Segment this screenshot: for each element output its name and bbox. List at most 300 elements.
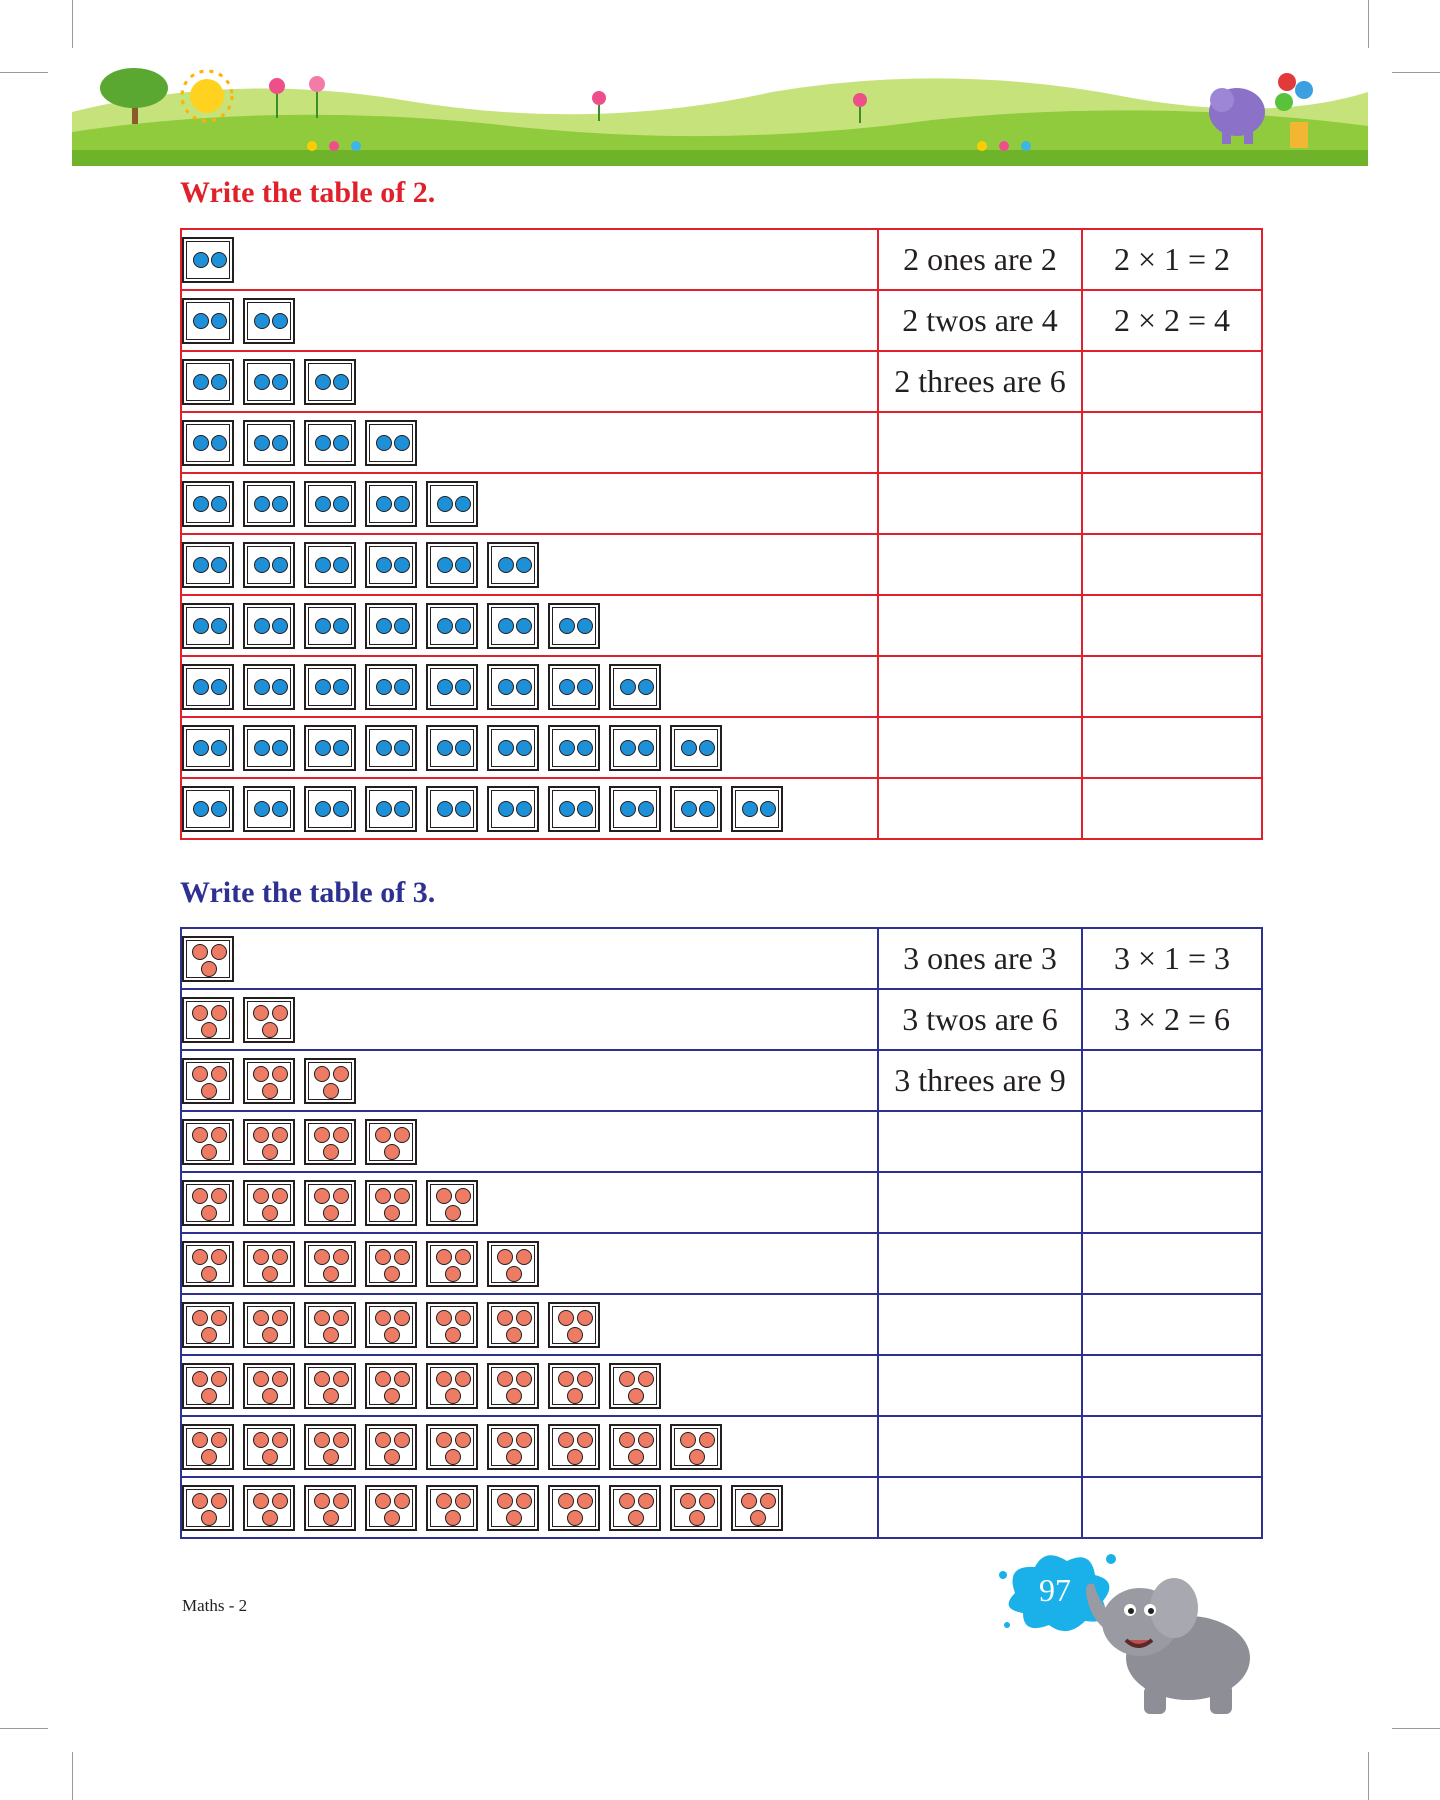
three-dot-group xyxy=(304,1485,356,1531)
dot xyxy=(498,740,514,756)
dot xyxy=(192,1371,208,1387)
table-row xyxy=(181,989,1262,1050)
dot xyxy=(323,1266,339,1282)
dot xyxy=(619,1371,635,1387)
dot xyxy=(455,1371,471,1387)
two-dot-group xyxy=(304,542,356,588)
three-dot-group xyxy=(243,1180,295,1226)
dot xyxy=(211,679,227,695)
dot xyxy=(211,252,227,268)
dot xyxy=(211,1066,227,1082)
dot xyxy=(384,1510,400,1526)
three-dot-group xyxy=(426,1485,478,1531)
dot-groups-cell xyxy=(181,351,878,412)
dot xyxy=(516,1310,532,1326)
three-dot-group xyxy=(182,1302,234,1348)
dot xyxy=(201,1022,217,1038)
dot xyxy=(333,557,349,573)
dot xyxy=(394,1371,410,1387)
dot xyxy=(577,1310,593,1326)
words-cell: 3 twos are 6 xyxy=(878,989,1082,1050)
dot xyxy=(445,1449,461,1465)
dot xyxy=(455,740,471,756)
dot xyxy=(211,944,227,960)
three-dot-group xyxy=(304,1363,356,1409)
dot xyxy=(211,1005,227,1021)
three-dot-group xyxy=(365,1424,417,1470)
page-number: 97 xyxy=(1039,1572,1071,1608)
three-dot-group xyxy=(182,1485,234,1531)
three-dot-group xyxy=(243,1302,295,1348)
dot xyxy=(201,1205,217,1221)
dot xyxy=(314,1432,330,1448)
dot xyxy=(445,1510,461,1526)
crop-mark xyxy=(72,0,73,48)
three-dot-group xyxy=(304,1302,356,1348)
dot xyxy=(455,801,471,817)
dot xyxy=(516,801,532,817)
dot xyxy=(619,1432,635,1448)
equation-cell: 3 × 2 = 6 xyxy=(1082,989,1262,1050)
two-dot-group xyxy=(182,603,234,649)
dot xyxy=(394,1432,410,1448)
dot xyxy=(211,435,227,451)
dot xyxy=(262,1327,278,1343)
dot xyxy=(272,1371,288,1387)
three-dot-group xyxy=(487,1485,539,1531)
dot xyxy=(193,252,209,268)
dot xyxy=(201,961,217,977)
three-dot-group xyxy=(487,1302,539,1348)
three-dot-group xyxy=(365,1302,417,1348)
dot xyxy=(272,740,288,756)
equation-cell xyxy=(1082,778,1262,839)
dot xyxy=(323,1083,339,1099)
two-dot-group xyxy=(182,664,234,710)
dot xyxy=(567,1449,583,1465)
dot-groups-cell xyxy=(181,290,878,351)
two-dot-group xyxy=(426,542,478,588)
dot xyxy=(559,618,575,634)
dot xyxy=(262,1144,278,1160)
dot-groups-cell xyxy=(181,1111,878,1172)
dot xyxy=(211,801,227,817)
three-dot-group xyxy=(243,1058,295,1104)
table-row xyxy=(181,473,1262,534)
dot xyxy=(272,1432,288,1448)
dot xyxy=(254,679,270,695)
dot xyxy=(497,1249,513,1265)
dot xyxy=(558,1493,574,1509)
words-cell xyxy=(878,1294,1082,1355)
dot xyxy=(375,1310,391,1326)
two-dot-group xyxy=(548,725,600,771)
dot xyxy=(455,1432,471,1448)
three-dot-group xyxy=(365,1485,417,1531)
dot xyxy=(506,1327,522,1343)
dot xyxy=(384,1205,400,1221)
dot xyxy=(577,801,593,817)
three-dot-group xyxy=(426,1424,478,1470)
dot xyxy=(192,1310,208,1326)
dot xyxy=(375,1249,391,1265)
two-dot-group xyxy=(304,786,356,832)
three-dot-group xyxy=(243,997,295,1043)
dot xyxy=(577,1493,593,1509)
three-dot-group xyxy=(182,1058,234,1104)
dot xyxy=(497,1371,513,1387)
dot-groups-cell xyxy=(181,1233,878,1294)
table-row xyxy=(181,717,1262,778)
two-dot-group xyxy=(182,786,234,832)
three-dot-group xyxy=(609,1363,661,1409)
dot xyxy=(314,1066,330,1082)
dot xyxy=(384,1266,400,1282)
three-dot-group xyxy=(487,1363,539,1409)
dot xyxy=(333,618,349,634)
dot xyxy=(272,435,288,451)
equation-cell xyxy=(1082,1111,1262,1172)
dot xyxy=(314,1371,330,1387)
dot xyxy=(638,1432,654,1448)
dot-groups-cell xyxy=(181,656,878,717)
dot xyxy=(437,557,453,573)
dot xyxy=(253,1249,269,1265)
equation-cell xyxy=(1082,1477,1262,1538)
three-dot-group xyxy=(426,1363,478,1409)
dot xyxy=(436,1310,452,1326)
equation-cell: 2 × 2 = 4 xyxy=(1082,290,1262,351)
dot xyxy=(193,435,209,451)
dot-groups-cell xyxy=(181,534,878,595)
three-dot-group xyxy=(670,1424,722,1470)
dot xyxy=(211,557,227,573)
dot xyxy=(498,679,514,695)
equation-cell xyxy=(1082,1355,1262,1416)
dot xyxy=(577,740,593,756)
dot xyxy=(455,1493,471,1509)
dot xyxy=(315,435,331,451)
two-dot-group xyxy=(182,542,234,588)
table-row xyxy=(181,229,1262,290)
dot xyxy=(384,1449,400,1465)
dot xyxy=(619,1493,635,1509)
two-dot-group xyxy=(243,359,295,405)
dot xyxy=(620,801,636,817)
crop-mark xyxy=(1368,0,1369,48)
table-row xyxy=(181,290,1262,351)
words-cell xyxy=(878,412,1082,473)
dot xyxy=(455,1188,471,1204)
table-row xyxy=(181,595,1262,656)
equation-cell: 2 × 1 = 2 xyxy=(1082,229,1262,290)
two-dot-group xyxy=(670,725,722,771)
equation-cell xyxy=(1082,595,1262,656)
two-dot-group xyxy=(365,542,417,588)
words-cell xyxy=(878,1355,1082,1416)
dot xyxy=(742,801,758,817)
dot xyxy=(394,1493,410,1509)
dot-groups-cell xyxy=(181,989,878,1050)
two-dot-group xyxy=(365,725,417,771)
dot xyxy=(192,1249,208,1265)
equation-cell xyxy=(1082,1416,1262,1477)
dot xyxy=(262,1205,278,1221)
dot xyxy=(211,618,227,634)
dot xyxy=(201,1388,217,1404)
dot xyxy=(436,1188,452,1204)
dot xyxy=(272,618,288,634)
dot xyxy=(394,435,410,451)
dot xyxy=(315,801,331,817)
dot xyxy=(558,1371,574,1387)
dot xyxy=(333,1310,349,1326)
dot xyxy=(272,374,288,390)
dot xyxy=(567,1510,583,1526)
three-dot-group xyxy=(243,1119,295,1165)
dot xyxy=(436,1432,452,1448)
table-row xyxy=(181,1111,1262,1172)
dot xyxy=(394,1310,410,1326)
dot xyxy=(638,801,654,817)
dot xyxy=(437,679,453,695)
dot xyxy=(455,679,471,695)
dot xyxy=(272,1493,288,1509)
dot xyxy=(333,679,349,695)
two-dot-group xyxy=(548,603,600,649)
dot xyxy=(262,1449,278,1465)
dot xyxy=(455,496,471,512)
three-dot-group xyxy=(426,1241,478,1287)
dot xyxy=(384,1327,400,1343)
dot xyxy=(680,1493,696,1509)
dot xyxy=(394,679,410,695)
three-dot-group xyxy=(243,1363,295,1409)
two-dot-group xyxy=(182,359,234,405)
dot xyxy=(323,1144,339,1160)
dot xyxy=(376,435,392,451)
dot xyxy=(559,801,575,817)
dot xyxy=(254,557,270,573)
dot xyxy=(394,1188,410,1204)
dot xyxy=(193,374,209,390)
two-dot-group xyxy=(243,298,295,344)
equation-cell xyxy=(1082,1050,1262,1111)
dot xyxy=(192,1493,208,1509)
dot xyxy=(455,557,471,573)
dot xyxy=(211,313,227,329)
three-dot-group xyxy=(365,1119,417,1165)
elephant-icon xyxy=(1078,1560,1268,1720)
three-dot-group xyxy=(243,1485,295,1531)
three-dot-group xyxy=(182,1119,234,1165)
dot-groups-cell xyxy=(181,595,878,656)
two-dot-group xyxy=(182,298,234,344)
words-cell: 3 threes are 9 xyxy=(878,1050,1082,1111)
dot xyxy=(253,1127,269,1143)
dot-groups-cell xyxy=(181,412,878,473)
dot xyxy=(254,496,270,512)
dot xyxy=(314,1127,330,1143)
two-dot-group xyxy=(182,725,234,771)
dot xyxy=(192,944,208,960)
dot xyxy=(620,740,636,756)
two-dot-group xyxy=(426,481,478,527)
table-row xyxy=(181,928,1262,989)
dot xyxy=(516,1249,532,1265)
subject-label: Maths - 2 xyxy=(182,1596,248,1615)
three-dot-group xyxy=(487,1241,539,1287)
equation-cell xyxy=(1082,351,1262,412)
dot xyxy=(436,1371,452,1387)
dot xyxy=(211,740,227,756)
dot xyxy=(376,679,392,695)
three-dot-group xyxy=(487,1424,539,1470)
dot-groups-cell xyxy=(181,229,878,290)
dot xyxy=(516,1371,532,1387)
dot xyxy=(315,557,331,573)
dot xyxy=(577,679,593,695)
two-dot-group xyxy=(304,603,356,649)
dot xyxy=(193,679,209,695)
dot xyxy=(253,1371,269,1387)
dot xyxy=(384,1388,400,1404)
crop-mark xyxy=(1368,1752,1369,1800)
two-dot-group xyxy=(304,725,356,771)
three-dot-group xyxy=(548,1485,600,1531)
dot xyxy=(516,740,532,756)
dot xyxy=(689,1449,705,1465)
dot xyxy=(394,740,410,756)
dot xyxy=(272,1249,288,1265)
dot xyxy=(254,374,270,390)
dot xyxy=(253,1493,269,1509)
equation-cell: 3 × 1 = 3 xyxy=(1082,928,1262,989)
dot xyxy=(455,1310,471,1326)
dot xyxy=(497,1310,513,1326)
dot xyxy=(638,1371,654,1387)
table-of-3 xyxy=(180,927,1263,1539)
dot xyxy=(516,557,532,573)
equation-cell xyxy=(1082,717,1262,778)
dot xyxy=(253,1066,269,1082)
two-dot-group xyxy=(548,786,600,832)
dot xyxy=(211,1432,227,1448)
dot xyxy=(254,313,270,329)
dot xyxy=(254,740,270,756)
equation-cell xyxy=(1082,656,1262,717)
equation-cell xyxy=(1082,1294,1262,1355)
dot xyxy=(211,1371,227,1387)
dot xyxy=(681,801,697,817)
dot xyxy=(272,1066,288,1082)
three-dot-group xyxy=(670,1485,722,1531)
two-dot-group xyxy=(609,725,661,771)
dot xyxy=(272,313,288,329)
three-dot-group xyxy=(426,1180,478,1226)
dot xyxy=(323,1327,339,1343)
dot-groups-cell xyxy=(181,928,878,989)
dot xyxy=(445,1205,461,1221)
dot-groups-cell xyxy=(181,717,878,778)
dot xyxy=(315,679,331,695)
dot xyxy=(376,496,392,512)
dot xyxy=(559,679,575,695)
dot xyxy=(577,618,593,634)
two-dot-group xyxy=(243,481,295,527)
dot xyxy=(516,679,532,695)
three-dot-group xyxy=(182,1180,234,1226)
dot xyxy=(394,1127,410,1143)
three-dot-group xyxy=(182,1241,234,1287)
dot xyxy=(333,740,349,756)
three-dot-group xyxy=(304,1119,356,1165)
table-row xyxy=(181,412,1262,473)
two-dot-group xyxy=(487,725,539,771)
three-dot-group xyxy=(365,1363,417,1409)
words-cell xyxy=(878,1416,1082,1477)
words-cell xyxy=(878,656,1082,717)
dot xyxy=(394,496,410,512)
two-dot-group xyxy=(182,481,234,527)
dot xyxy=(436,1493,452,1509)
dot xyxy=(333,435,349,451)
dot xyxy=(333,1371,349,1387)
crop-mark xyxy=(1392,72,1440,73)
dot xyxy=(211,1188,227,1204)
dot xyxy=(445,1327,461,1343)
dot xyxy=(375,1371,391,1387)
dot xyxy=(211,496,227,512)
dot xyxy=(314,1188,330,1204)
dot xyxy=(262,1083,278,1099)
dot xyxy=(211,1493,227,1509)
words-cell xyxy=(878,1172,1082,1233)
dot xyxy=(193,618,209,634)
dot xyxy=(193,740,209,756)
dot xyxy=(638,1493,654,1509)
three-dot-group xyxy=(304,1058,356,1104)
table-row xyxy=(181,1050,1262,1111)
dot xyxy=(272,1310,288,1326)
dot xyxy=(628,1388,644,1404)
dot xyxy=(201,1510,217,1526)
dot xyxy=(750,1510,766,1526)
dot xyxy=(620,679,636,695)
table-row xyxy=(181,351,1262,412)
dot-groups-cell xyxy=(181,1477,878,1538)
dot xyxy=(254,435,270,451)
table-row xyxy=(181,1233,1262,1294)
dot xyxy=(201,1266,217,1282)
dot xyxy=(193,313,209,329)
dot xyxy=(497,1493,513,1509)
dot xyxy=(498,618,514,634)
table-row xyxy=(181,1416,1262,1477)
words-cell xyxy=(878,473,1082,534)
dot xyxy=(333,1249,349,1265)
dot xyxy=(760,1493,776,1509)
two-dot-group xyxy=(426,664,478,710)
two-dot-group xyxy=(487,542,539,588)
dot xyxy=(394,557,410,573)
dot xyxy=(262,1388,278,1404)
dot xyxy=(506,1510,522,1526)
dot xyxy=(333,496,349,512)
words-cell xyxy=(878,778,1082,839)
dot xyxy=(272,679,288,695)
dot-groups-cell xyxy=(181,1050,878,1111)
